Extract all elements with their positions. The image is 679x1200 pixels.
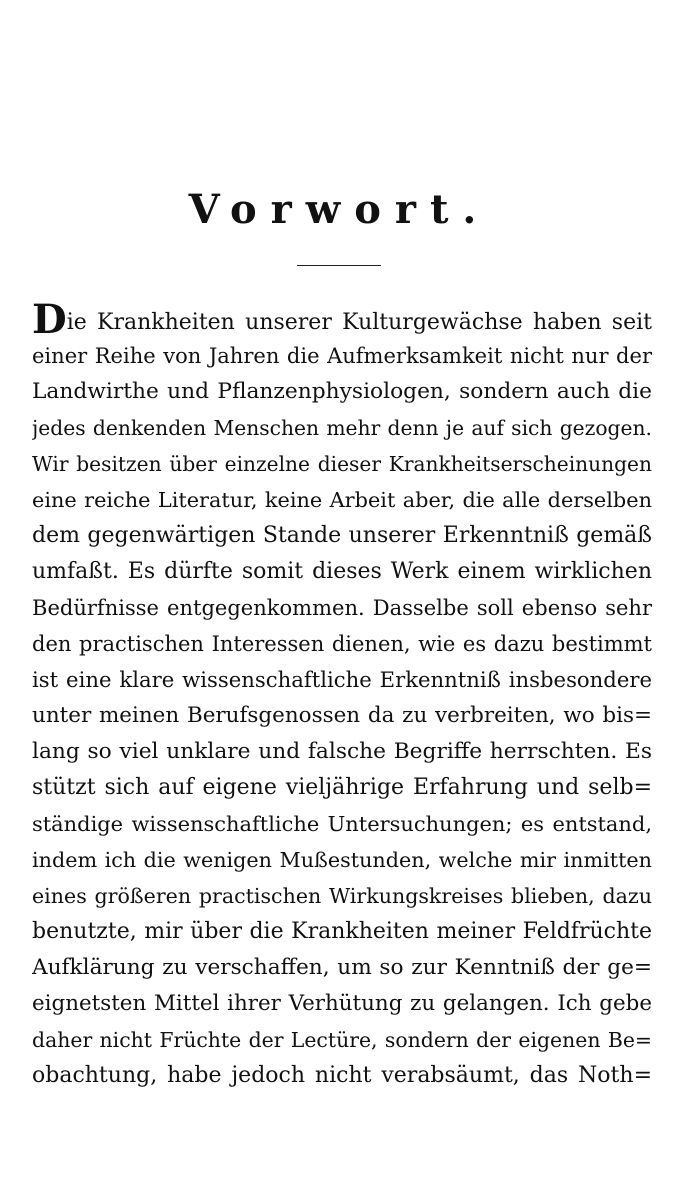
text-line: Aufklärung zu verschaffen, um so zur Kenntniß der ge=	[32, 955, 652, 980]
text-line: stützt sich auf eigene vieljährige Erfahrung und selb=	[32, 775, 652, 800]
page-title: Vorwort.	[188, 186, 491, 233]
text-line-content: ie Krankheiten unserer Kulturgewächse haben seit	[66, 310, 652, 335]
text-line: indem ich die wenigen Mußestunden, welche mir inmitten	[32, 848, 652, 872]
text-line: eignetsten Mittel ihrer Verhütung zu gelangen. Ich gebe	[32, 991, 652, 1016]
text-line: benutzte, mir über die Krankheiten meiner Feldfrüchte	[32, 919, 652, 944]
text-line: einer Reihe von Jahren die Aufmerksamkeit nicht nur der	[32, 343, 652, 368]
title-divider	[297, 265, 381, 266]
text-line: eines größeren practischen Wirkungskreises blieben, dazu	[32, 884, 652, 908]
text-line: den practischen Interessen dienen, wie es dazu bestimmt	[32, 632, 652, 656]
text-line: ist eine klare wissenschaftliche Erkenntniß insbesondere	[32, 667, 652, 692]
text-line: jedes denkenden Menschen mehr denn je auf sich gezogen.	[32, 416, 652, 440]
text-line: lang so viel unklare und falsche Begriffe herrschten. Es	[32, 739, 652, 764]
drop-initial: D	[32, 302, 67, 338]
preface-paragraph	[32, 302, 652, 1094]
text-line: Landwirthe und Pflanzenphysiologen, sondern auch die	[32, 379, 652, 404]
text-line: ständige wissenschaftliche Untersuchungen; es entstand,	[32, 812, 652, 836]
text-line: Bedürfnisse entgegenkommen. Dasselbe soll ebenso sehr	[32, 595, 652, 620]
text-line: eine reiche Literatur, keine Arbeit aber, die alle derselben	[32, 488, 652, 512]
text-line: umfaßt. Es dürfte somit dieses Werk einem wirklichen	[32, 559, 652, 584]
text-line: daher nicht Früchte der Lectüre, sondern der eigenen Be=	[32, 1028, 652, 1052]
text-line: unter meinen Berufsgenossen da zu verbreiten, wo bis=	[32, 703, 652, 728]
text-line: obachtung, habe jedoch nicht verabsäumt, das Noth=	[32, 1063, 652, 1088]
text-line: dem gegenwärtigen Stande unserer Erkenntniß gemäß	[32, 523, 652, 548]
text-line	[32, 302, 652, 338]
text-line: Wir besitzen über einzelne dieser Krankheitserscheinungen	[32, 452, 652, 476]
